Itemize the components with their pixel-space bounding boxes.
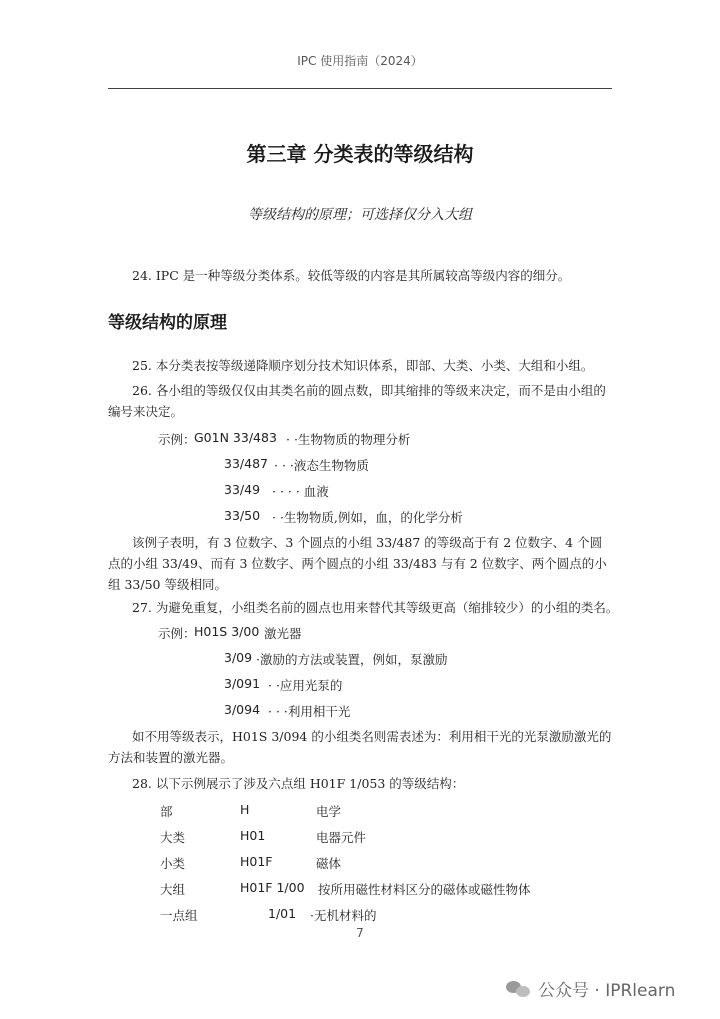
example-1-desc: · ·生物物质,例如，血，的化学分析 <box>272 510 463 525</box>
chapter-subtitle: 等级结构的原理；可选择仅分入大组 <box>248 207 472 223</box>
hierarchy-level: 大类 <box>160 830 186 845</box>
hierarchy-level: 部 <box>160 804 173 819</box>
chapter-title: 第三章 分类表的等级结构 <box>246 142 474 166</box>
hierarchy-level: 小类 <box>160 856 186 871</box>
hierarchy-code: 1/01 <box>268 906 297 921</box>
example-2-desc: 激光器 <box>264 626 302 641</box>
hierarchy-level: 一点组 <box>160 908 198 923</box>
example-1-desc: · · · · 血液 <box>272 484 329 499</box>
paragraph-24: 24. IPC 是一种等级分类体系。较低等级的内容是其所属较高等级内容的细分。 <box>132 268 571 283</box>
hierarchy-desc: 按所用磁性材料区分的磁体或磁性物体 <box>318 882 531 897</box>
wechat-icon <box>506 979 532 999</box>
example-2-code: H01S 3/00 <box>194 624 260 639</box>
paragraph-25: 25. 本分类表按等级递降顺序划分技术知识体系，即部、大类、小类、大组和小组。 <box>132 358 594 373</box>
paragraph-26: 26. 各小组的等级仅仅由其类名前的圆点数，即其缩排的等级来决定，而不是由小组的编号来决定。 <box>108 383 606 419</box>
example-1-code: 33/487 <box>224 456 268 471</box>
paragraph-27: 27. 为避免重复，小组类名前的圆点也用来替代其等级更高（缩排较少）的小组的类名。 <box>132 600 619 615</box>
example-2-prefix: 示例： <box>158 626 196 641</box>
example-2-code: 3/094 <box>224 702 261 717</box>
example-2-desc: · ·应用光泵的 <box>268 678 343 693</box>
hierarchy-code: H01 <box>240 828 266 843</box>
example-1-code: 33/50 <box>224 508 261 523</box>
example-1-prefix: 示例： <box>158 432 196 447</box>
watermark-text: 公众号 · IPRlearn <box>538 981 676 1001</box>
example-1-desc: · ·生物物质的物理分析 <box>286 432 411 447</box>
hierarchy-desc: 磁体 <box>316 856 342 871</box>
hierarchy-code: H01F <box>240 854 273 869</box>
hierarchy-level: 大组 <box>160 882 186 897</box>
hierarchy-desc: 电学 <box>316 804 342 819</box>
hierarchy-code: H <box>240 802 250 817</box>
paragraph-27-explanation: 如不用等级表示，H01S 3/094 的小组类名则需表述为：利用相干光的光泵激励激光的方法和装置的激光器。 <box>108 729 612 765</box>
hierarchy-desc: 电器元件 <box>316 830 367 845</box>
page-number: 7 <box>356 926 364 940</box>
example-2-desc: ·激励的方法或装置，例如，泵激励 <box>256 652 448 667</box>
paragraph-26-explanation: 该例子表明，有 3 位数字、3 个圆点的小组 33/487 的等级高于有 2 位数字、4 个圆点的小组 33/49、而有 3 位数字、两个圆点的小组 33/483 与有 2 位数字、两个圆点的小组 33/50 等级相同。 <box>108 535 607 592</box>
example-2-desc: · · ·利用相干光 <box>268 704 351 719</box>
hierarchy-desc: ·无机材料的 <box>310 908 377 923</box>
example-1-code: 33/49 <box>224 482 261 497</box>
running-header: IPC 使用指南（2024） <box>297 54 423 68</box>
example-2-code: 3/09 <box>224 650 253 665</box>
example-1-desc: · · ·液态生物物质 <box>274 458 369 473</box>
header-rule <box>108 88 612 89</box>
section-title: 等级结构的原理 <box>108 313 227 333</box>
watermark <box>506 976 675 1001</box>
paragraph-28: 28. 以下示例展示了涉及六点组 H01F 1/053 的等级结构： <box>132 776 465 791</box>
example-2-code: 3/091 <box>224 676 261 691</box>
hierarchy-code: H01F 1/00 <box>240 880 305 895</box>
example-1-code: G01N 33/483 <box>194 430 277 445</box>
